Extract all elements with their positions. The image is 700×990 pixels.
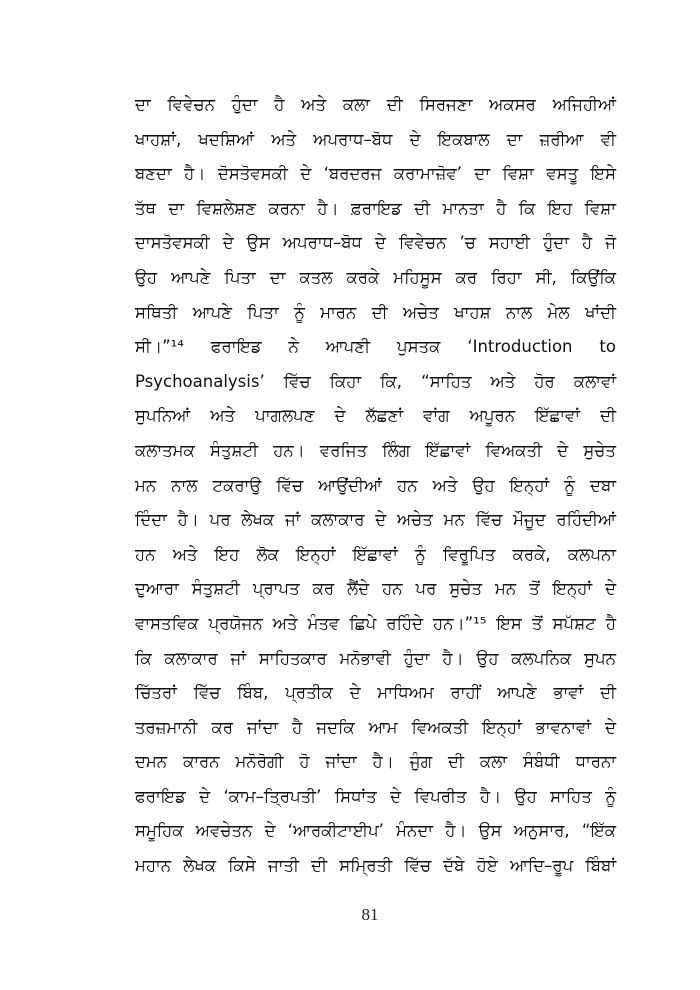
text-line: ਸੀ।”¹⁴ ਫਰਾਇਡ ਨੇ ਆਪਣੀ ਪੁਸਤਕ ‘Introduction to [135,337,616,357]
text-line: ਤੱਥ ਦਾ ਵਿਸ਼ਲੇਸ਼ਣ ਕਰਨਾ ਹੈ। ਫ਼ਰਾਇਡ ਦੀ ਮਾਨਤਾ ਹੈ ਕਿ ਇਹ ਵਿਸ਼ਾ [135,198,616,218]
text-line: ਤਰਜ਼ਮਾਨੀ ਕਰ ਜਾਂਦਾ ਹੈ ਜਦਕਿ ਆਮ ਵਿਅਕਤੀ ਇਨ੍ਹਾਂ ਭਾਵਨਾਵਾਂ ਦੇ [135,717,616,737]
text-line: ਸਮੂਹਿਕ ਅਵਚੇਤਨ ਦੇ ‘ਆਰਕੀਟਾਈਪ’ ਮੰਨਦਾ ਹੈ। ਉਸ ਅਨੁਸਾਰ, “ਇੱਕ [135,821,616,841]
text-line: ਫਰਾਇਡ ਦੇ ‘ਕਾਮ–ਤ੍ਰਿਪਤੀ’ ਸਿਧਾਂਤ ਦੇ ਵਿਪਰੀਤ ਹੈ। ਉਹ ਸਾਹਿਤ ਨੂੰ [135,786,616,806]
text-line: ਦਾ ਵਿਵੇਚਨ ਹੁੰਦਾ ਹੈ ਅਤੇ ਕਲਾ ਦੀ ਸਿਰਜਣਾ ਅਕਸਰ ਅਜਿਹੀਆਂ [135,95,616,114]
text-line: ਦਮਨ ਕਾਰਨ ਮਨੋਰੋਗੀ ਹੋ ਜਾਂਦਾ ਹੈ। ਜੁੰਗ ਦੀ ਕਲਾ ਸੰਬੰਧੀ ਧਾਰਨਾ [135,752,616,772]
text-line: ਕਿ ਕਲਾਕਾਰ ਜਾਂ ਸਾਹਿਤਕਾਰ ਮਨੋਭਾਵੀ ਹੁੰਦਾ ਹੈ। ਉਹ ਕਲਪਨਿਕ ਸੁਪਨ [135,648,616,668]
text-line: Psychoanalysis’ ਵਿੱਚ ਕਿਹਾ ਕਿ, “ਸਾਹਿਤ ਅਤੇ ਹੋਰ ਕਲਾਵਾਂ [135,371,616,391]
body-text [135,88,616,884]
text-line: ਬਣਦਾ ਹੈ। ਦੋਸਤੋਵਸਕੀ ਦੇ ‘ਬਰਦਰਜ ਕਰਾਮਾਜ਼ੋਵ’ ਦਾ ਵਿਸ਼ਾ ਵਸਤੂ ਇਸੇ [135,164,616,184]
text-line: ਹਨ ਅਤੇ ਇਹ ਲੋਕ ਇਨ੍ਹਾਂ ਇੱਛਾਵਾਂ ਨੂੰ ਵਿਰੂਪਿਤ ਕਰਕੇ, ਕਲਪਨਾ [135,544,616,564]
text-line: ਸਥਿਤੀ ਆਪਣੇ ਪਿਤਾ ਨੂੰ ਮਾਰਨ ਦੀ ਅਚੇਤ ਖਾਹਸ਼ ਨਾਲ ਮੇਲ ਖਾਂਦੀ [135,302,616,322]
text-line: ਸੁਪਨਿਆਂ ਅਤੇ ਪਾਗਲਪਣ ਦੇ ਲੱਛਣਾਂ ਵਾਂਗ ਅਪੂਰਨ ਇੱਛਾਵਾਂ ਦੀ [135,406,616,426]
text-line: ਦਿੰਦਾ ਹੈ। ਪਰ ਲੇਖਕ ਜਾਂ ਕਲਾਕਾਰ ਦੇ ਅਚੇਤ ਮਨ ਵਿੱਚ ਮੌਜੂਦ ਰਹਿੰਦੀਆਂ [135,510,616,530]
text-line: ਮਹਾਨ ਲੇਖਕ ਕਿਸੇ ਜਾਤੀ ਦੀ ਸਮ੍ਰਿਤੀ ਵਿੱਚ ਦੱਬੇ ਹੋਏ ਆਦਿ–ਰੂਪ ਬਿੰਬਾਂ [135,856,616,876]
text-line: ਉਹ ਆਪਣੇ ਪਿਤਾ ਦਾ ਕਤਲ ਕਰਕੇ ਮਹਿਸੂਸ ਕਰ ਰਿਹਾ ਸੀ, ਕਿਉਂਕਿ [135,267,616,287]
text-line: ਖਾਹਸ਼ਾਂ, ਖਦਸ਼ਿਆਂ ਅਤੇ ਅਪਰਾਧ–ਬੋਧ ਦੇ ਇਕਬਾਲ ਦਾ ਜ਼ਰੀਆ ਵੀ [135,129,616,149]
text-line: ਦੁਆਰਾ ਸੰਤੁਸ਼ਟੀ ਪ੍ਰਾਪਤ ਕਰ ਲੈਂਦੇ ਹਨ ਪਰ ਸੁਚੇਤ ਮਨ ਤੋਂ ਇਨ੍ਹਾਂ ਦੇ [135,579,616,599]
page-number: 81 [361,905,379,924]
text-line: ਵਾਸਤਵਿਕ ਪ੍ਰਯੋਜਨ ਅਤੇ ਮੰਤਵ ਛਿਪੇ ਰਹਿੰਦੇ ਹਨ।”¹⁵ ਇਸ ਤੋਂ ਸਪੱਸ਼ਟ ਹੈ [135,613,616,633]
text-line: ਕਲਾਤਮਕ ਸੰਤੁਸ਼ਟੀ ਹਨ। ਵਰਜਿਤ ਲਿੰਗ ਇੱਛਾਵਾਂ ਵਿਅਕਤੀ ਦੇ ਸੁਚੇਤ [135,440,616,460]
text-line: ਮਨ ਨਾਲ ਟਕਰਾਉ ਵਿੱਚ ਆਉਂਦੀਆਂ ਹਨ ਅਤੇ ਉਹ ਇਨ੍ਹਾਂ ਨੂੰ ਦਬਾ [135,475,616,495]
text-line: ਦਾਸਤੋਵਸਕੀ ਦੇ ਉਸ ਅਪਰਾਧ–ਬੋਧ ਦੇ ਵਿਵੇਚਨ ’ਚ ਸਹਾਈ ਹੁੰਦਾ ਹੈ ਜੋ [135,233,616,253]
text-line: ਚਿੱਤਰਾਂ ਵਿੱਚ ਬਿੰਬ, ਪ੍ਰਤੀਕ ਦੇ ਮਾਧਿਅਮ ਰਾਹੀਂ ਆਪਣੇ ਭਾਵਾਂ ਦੀ [135,683,616,703]
